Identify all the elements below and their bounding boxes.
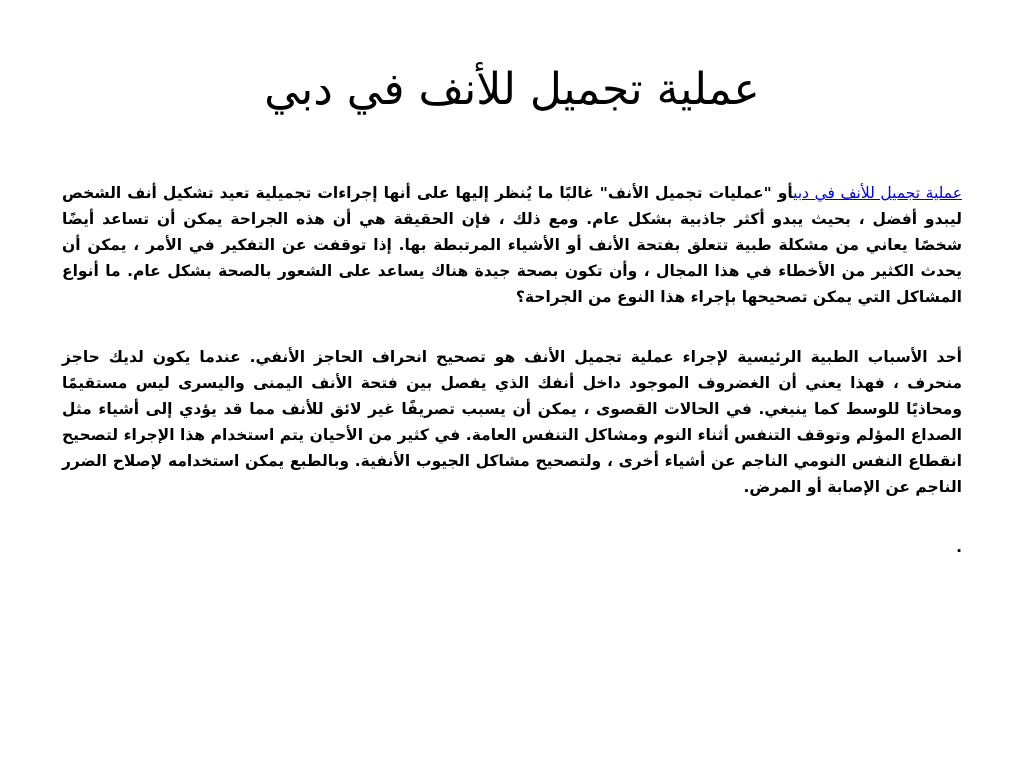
rhinoplasty-dubai-link[interactable]: عملية تجميل للأنف في دبي (793, 184, 962, 202)
paragraph-medical-reasons: أحد الأسباب الطبية الرئيسية لإجراء عملية تجميل الأنف هو تصحيح انحراف الحاجز الأنفي. عندما يكون لديك حاجز منحرف ، فهذا يعني أن الغضروف الموجود داخل أنفك الذي يفصل بين فتحة الأنف اليمنى واليسرى ليس مستقيمًا ومحاذيًا للوسط كما ينبغي. في الحالات القصوى ، يمكن أن يسبب تصريفًا غير لائق للأنف مما قد يؤدي إلى أشياء مثل الصداع المؤلم وتوقف التنفس أثناء النوم ومشاكل التنفس العامة. في كثير من الأحيان يتم استخدام هذا الإجراء لتصحيح انقطاع النفس النومي الناجم عن أشياء أخرى ، ولتصحيح مشاكل الجيوب الأنفية. وبالطبع يمكن استخدامه لإصلاح الضرر الناجم عن الإصابة أو المرض. (62, 348, 962, 496)
trailing-dot: . (956, 538, 962, 556)
slide-title: عملية تجميل للأنف في دبي (264, 64, 760, 115)
slide-body (62, 180, 962, 594)
paragraph-intro (62, 180, 962, 310)
paragraph-intro-text: أو "عمليات تجميل الأنف" غالبًا ما يُنظر إليها على أنها إجراءات تجميلية تعيد تشكيل أنف الشخص ليبدو أفضل ، بحيث يبدو أكثر جاذبية بشكل عام. ومع ذلك ، فإن الحقيقة هي أن هذه الجراحة يمكن أن تساعد أيضًا شخصًا يعاني من مشكلة طبية تتعلق بفتحة الأنف أو الأشياء المرتبطة بها. إذا توقفت عن التفكير في الأمر ، يمكن أن يحدث الكثير من الأخطاء في هذا المجال ، وأن تكون بصحة جيدة هناك يساعد على الشعور بالصحة بشكل عام. ما أنواع المشاكل التي يمكن تصحيحها بإجراء هذا النوع من الجراحة؟ (62, 184, 962, 306)
